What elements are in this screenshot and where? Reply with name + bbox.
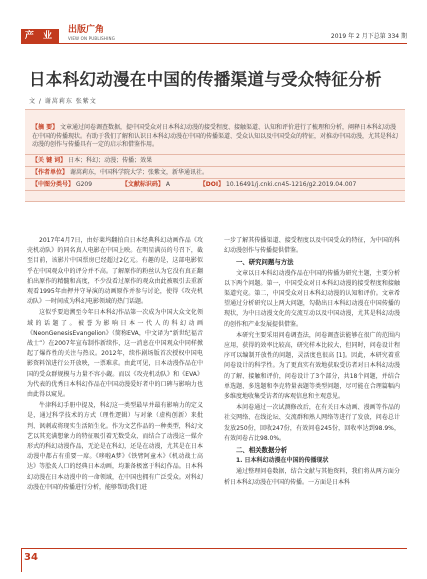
author-unit-row	[32, 169, 400, 178]
paragraph: 一步了解其传播渠道、接受程度以及中国受众的特征，为中国的科幻动漫创作与传播提供借鉴。	[224, 237, 400, 255]
keywords-row	[32, 157, 400, 166]
header-divider	[21, 43, 407, 44]
paragraph: 2017年4月7日，由好莱坞翻拍自日本经典科幻动画作品《攻壳机动队》的同名真人电影在中国上映。在明星满员的号召下，截至目前，该影片中国票房已经超过2亿元。有趣的是，这部电影似乎在中国观众中的评分并不高。了解原作的粉丝认为它没有真正翻拍出原作的精髓和高度，不少没看过原作的观众由此被吸引去重新观看1995年由押井守导演的动画原作并参与讨论，使得《攻壳机动队》一时间成为科幻电影领域的热门话题。	[27, 237, 203, 306]
doi-text: 10.16491/j.cnki.cn45-1216/g2.2019.04.007	[226, 181, 357, 188]
subsection-heading: 1. 日本科幻动漫在中国的传播现状	[236, 457, 329, 465]
author-unit-text: 谢莴莉东，中国科学院大学；张紫文，新华通讯社。	[69, 169, 208, 176]
logo-main-text: 出版广角	[68, 25, 105, 35]
class-code-tag: 【中图分类号】	[32, 181, 75, 188]
doi-tag: 【DOI】	[199, 181, 225, 188]
classification-row	[32, 181, 404, 190]
paragraph: 牛津科幻手册中提及，科幻这一类型最早并最有影响力的定义是，通过科学技术的方式（理性逻辑）与对象（虚构创新）来批判、讽刺或将现实生活陌生化。作为文艺作品的一种类型，科幻文艺以其充满想象力的特征吸引着无数受众，而结合了动漫这一媒介形式的科幻动漫作品，无论是在科幻，还是在动漫，尤其是在日本动漫中都占有重要一席。《哆啦A梦》《铁臂阿童木》《机动战士高达》等脍炙人口的经典日本动画，均兼备极富于科幻作品。日本科幻动漫在日本动漫中的一命领域，在中国也拥有广泛受众。对科幻动漫在中国的传播进行分析，能够帮助我们进	[27, 402, 203, 491]
abstract-divider-1	[25, 154, 405, 155]
class-code-text: G209	[75, 181, 93, 188]
keywords-tag: 【关 键 词】	[32, 157, 67, 164]
article-title: 日本科幻动漫在中国的传播渠道与受众特征分析	[29, 70, 382, 89]
footer-side-rule	[21, 548, 22, 572]
paragraph: 通过整理问卷数据，结合文献与其他资料，我们将从两方面分析日本科幻动漫在中国的传播。一方面是日本科	[224, 468, 400, 486]
abstract-divider-2	[25, 166, 405, 167]
page-number: 34	[24, 552, 38, 563]
keywords-text: 日本；科幻；动漫；传播；效果	[68, 157, 153, 164]
abstract-divider-4	[25, 190, 405, 191]
journal-logo	[68, 25, 122, 45]
footer-divider	[21, 548, 407, 549]
body-column-right	[224, 236, 400, 489]
abstract-top-rule	[25, 109, 405, 110]
article-authors: 文 / 谢莴莉东 张紫文	[29, 98, 97, 105]
abstract-row	[32, 124, 400, 150]
paragraph: 这似乎要追溯至今年日本科幻作品第一次成为中国大众文化领域的话题了。被誉为影响日本一代人的科幻动画《NeonGenesisEvangelion》（简称EVA，中文译为“新世纪福音战士”）在2007年宣布制作新续作，这一消息在中国观众中同样掀起了爆炸性的关注与热议。2012年，续作剧场版首次授权中国电影资料馆进行公开放映，一票难求。由此可见，日本动漫作品在中国的受众群规模与力量不容小觑。而以《攻壳机动队》和《EVA》为代表的优秀日本科幻作品在中国动漫爱好者中的口碑与影响力也由此得以窥见。	[27, 309, 203, 399]
issue-info: 2019 年 2 月下总第 334 期	[330, 33, 407, 40]
section-tab: 产 业	[21, 29, 59, 43]
abstract-divider-3	[25, 178, 405, 179]
logo-sub-text: VIEW ON PUBLISHING	[68, 36, 115, 41]
doc-code-tag: 【文献标识码】	[121, 181, 164, 188]
author-unit-tag: 【作者单位】	[32, 169, 69, 176]
paragraph: 本问卷通过一次试测修改后，在有关日本动画、漫画等作品的社交网络、在线论坛、交流群和熟人网络等进行了发放，问卷总计发放250份，回收247份，有效问卷245份，回收率达到98.9%，有效问卷占比98.0%。	[224, 404, 400, 442]
doc-code-text: A	[165, 181, 170, 188]
abstract-text: 文章通过问卷调查数据，提中国受众对日本科幻动漫的接受程度、接触渠道、认知和评价进行了梳理和分析，阐释日本科幻动漫在中国的传播现状。有助于我们了解和认识日本科幻动漫在中国的传播渠道、受众认知以及中国受众的特征，对推动中国动漫，尤其是科幻动漫的创作与传播具有一定的启示和借鉴作用。	[32, 124, 399, 149]
paragraph: 本研究主要采用问卷调查法，问卷调查法能够在很广的范围内应用，获得的效率比较高，研究样本比较大，但同时，问卷设计程序可以编制开放性的问题，灵活度也很高 [1]。因此，本研究着重问卷设计的科学性。为了更真实有效地获取受访者对日本科幻动漫的了解、接触和评价，问卷设计了3个部分，共18个问题，并结合单选题、多选题和李克特量表题等类型问题，尽可能在合理篇幅内多维度地收集受访者的客观信息和主观意见。	[224, 331, 400, 401]
abstract-bottom-rule	[25, 201, 405, 202]
abstract-tag: 【摘 要】	[32, 124, 59, 131]
body-column-left	[27, 236, 203, 494]
paragraph: 文章以日本科幻动漫作品在中国的传播为研究主题，主要分析以下两个问题。第一，中国受众对日本科幻动漫的接受程度和接触渠道究竟。第二，中国受众对日本科幻动漫的认知和评价。文章希望通过分析研究以上两大问题，勾勒出日本科幻动漫在中国传播的现状，为中日动漫文化的交流互动以及中国动漫，尤其是科幻动漫的创作和产业发展提供借鉴。	[224, 269, 400, 328]
section-heading-1: 一、研究问题与方法	[236, 258, 294, 267]
section-heading-2: 二、相关数据分析	[236, 446, 288, 455]
